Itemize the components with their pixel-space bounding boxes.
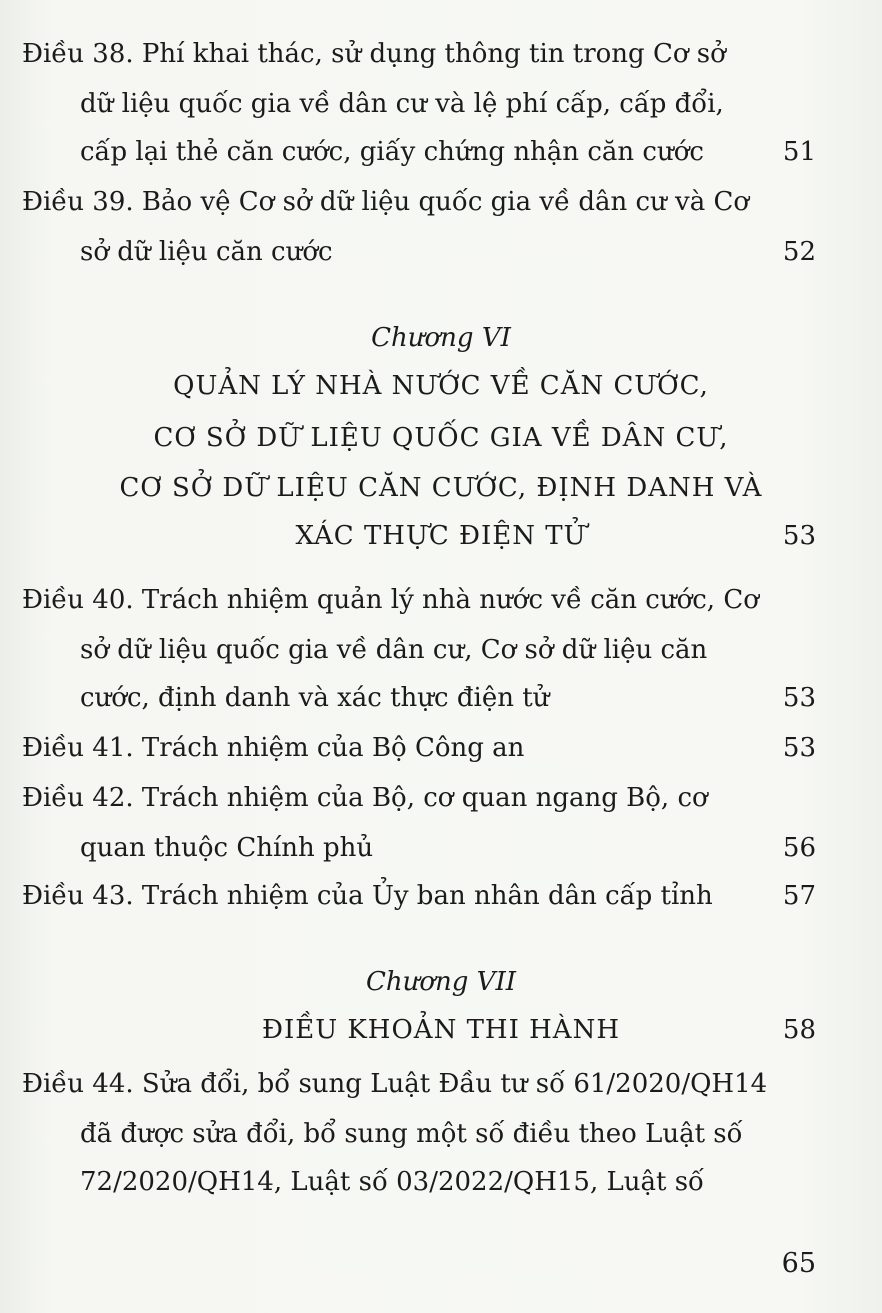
toc-entry-42-line-2: quan thuộc Chính phủ xyxy=(80,833,374,863)
chapter-6-title-line-4: XÁC THỰC ĐIỆN TỬ xyxy=(295,521,587,551)
chapter-7-page: 58 xyxy=(782,1015,816,1045)
toc-entry-39-page: 52 xyxy=(782,237,816,267)
chapter-6-title-line-3: CƠ SỞ DỮ LIỆU CĂN CƯỚC, ĐỊNH DANH VÀ xyxy=(119,473,763,503)
toc-entry-42-page: 56 xyxy=(782,833,816,863)
toc-entry-40-line-3: cước, định danh và xác thực điện tử xyxy=(80,683,550,713)
chapter-6-title-line-1: QUẢN LÝ NHÀ NƯỚC VỀ CĂN CƯỚC, xyxy=(173,371,709,401)
chapter-6-label: Chương VI xyxy=(371,323,511,353)
toc-entry-44-line-3: 72/2020/QH14, Luật số 03/2022/QH15, Luật số xyxy=(80,1167,704,1197)
chapter-6-page: 53 xyxy=(782,521,816,551)
toc-entry-44-line-1: Điều 44. Sửa đổi, bổ sung Luật Đầu tư số 61/2020/QH14 xyxy=(22,1069,768,1099)
toc-entry-40-line-1: Điều 40. Trách nhiệm quản lý nhà nước về căn cước, Cơ xyxy=(22,585,759,615)
toc-entry-44-line-2: đã được sửa đổi, bổ sung một số điều theo Luật số xyxy=(80,1119,743,1149)
toc-entry-38-line-2: dữ liệu quốc gia về dân cư và lệ phí cấp, cấp đổi, xyxy=(80,89,724,119)
toc-entry-43-page: 57 xyxy=(782,881,816,911)
toc-entry-39-line-1: Điều 39. Bảo vệ Cơ sở dữ liệu quốc gia về dân cư và Cơ xyxy=(22,187,750,217)
toc-entry-41-line-1: Điều 41. Trách nhiệm của Bộ Công an xyxy=(22,733,525,763)
chapter-7-title: ĐIỀU KHOẢN THI HÀNH xyxy=(261,1015,621,1045)
toc-entry-38-page: 51 xyxy=(782,137,816,167)
toc-entry-39-line-2: sở dữ liệu căn cước xyxy=(80,237,333,267)
page-number: 65 xyxy=(781,1248,816,1279)
toc-entry-42-line-1: Điều 42. Trách nhiệm của Bộ, cơ quan ngang Bộ, cơ xyxy=(22,783,708,813)
toc-entry-40-line-2: sở dữ liệu quốc gia về dân cư, Cơ sở dữ liệu căn xyxy=(80,635,708,665)
toc-entry-38-line-1: Điều 38. Phí khai thác, sử dụng thông tin trong Cơ sở xyxy=(22,39,726,69)
toc-entry-43-line-1: Điều 43. Trách nhiệm của Ủy ban nhân dân cấp tỉnh xyxy=(22,881,713,911)
toc-entry-40-page: 53 xyxy=(782,683,816,713)
toc-entry-41-page: 53 xyxy=(782,733,816,763)
chapter-6-title-line-2: CƠ SỞ DỮ LIỆU QUỐC GIA VỀ DÂN CƯ, xyxy=(153,423,729,453)
toc-entry-38-line-3: cấp lại thẻ căn cước, giấy chứng nhận căn cước xyxy=(80,137,704,167)
chapter-7-label: Chương VII xyxy=(365,967,516,997)
